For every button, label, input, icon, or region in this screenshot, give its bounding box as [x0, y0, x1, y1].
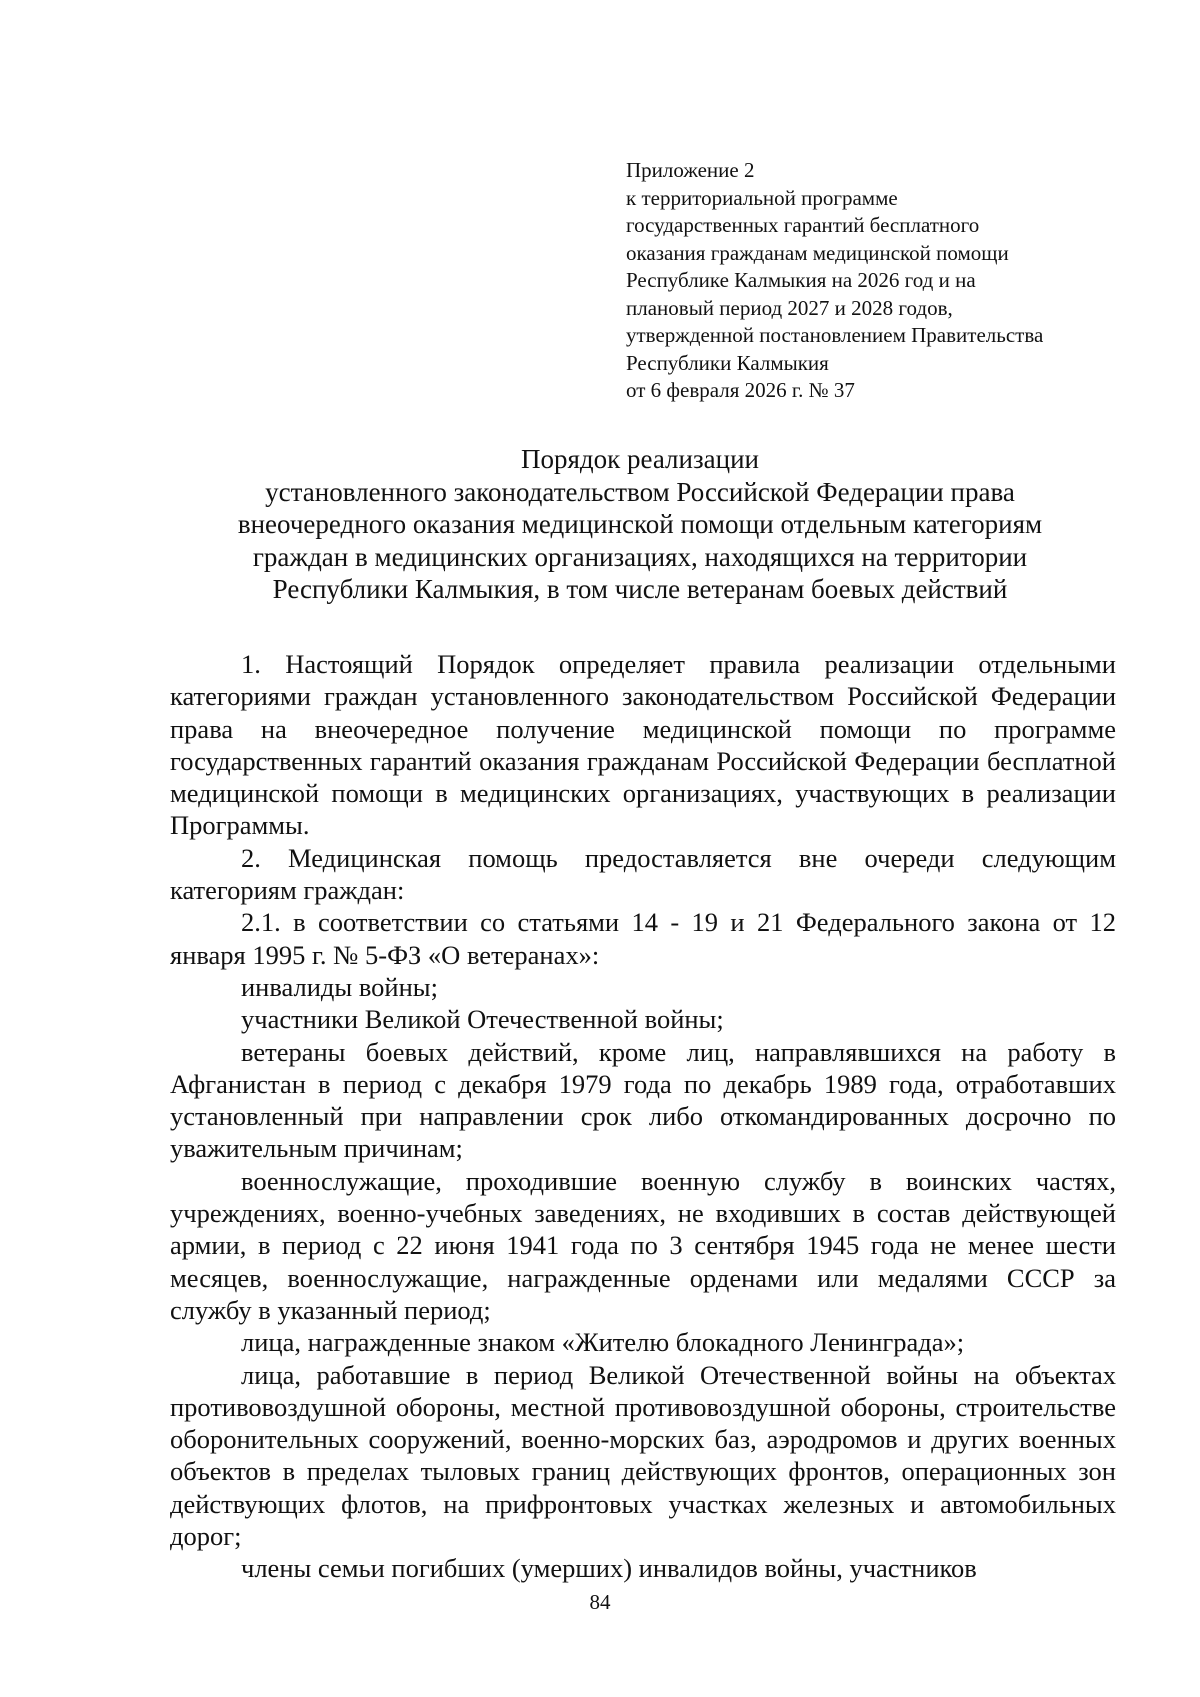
appendix-line: плановый период 2027 и 2028 годов,: [626, 295, 953, 320]
appendix-line: Республике Калмыкия на 2026 год и на: [626, 268, 976, 292]
list-item: инвалиды войны;: [241, 971, 438, 1002]
paragraph: 2. Медицинская помощь предоставляется вне очереди следующим категориям граждан:: [170, 842, 1116, 906]
list-item: члены семьи погибших (умерших) инвалидов войны, участников: [241, 1553, 977, 1584]
appendix-line: государственных гарантий бесплатного: [626, 213, 980, 237]
paragraph: 2.1. в соответствии со статьями 14 - 19 и 21 Федерального закона от 12 января 1995 г. № 5-ФЗ «О ветеранах»:: [170, 907, 1116, 970]
appendix-line: к территориальной программе: [626, 185, 898, 210]
list-item: лица, награжденные знаком «Жителю блокадного Ленинграда»;: [241, 1327, 965, 1358]
title-line: граждан в медицинских организациях, находящихся на территории: [252, 541, 1028, 572]
paragraph: 1. Настоящий Порядок определяет правила реализации отдельными категориями граждан установленного законодательством Российской Федерации права на внеочередное получение медицинской помощи по программе государственных гарантий оказания гражданам Российской Федерации бесплатной медицинской помощи в медицинских организациях, участвующих в реализации Программы.: [170, 649, 1116, 841]
list-item: ветераны боевых действий, кроме лиц, направлявшихся на работу в Афганистан в период с декабря 1979 года по декабрь 1989 года, отработавших установленный при направлении срок либо откомандированных досрочно по уважительным причинам;: [170, 1036, 1116, 1164]
document-title: [170, 443, 1110, 606]
appendix-header: [626, 157, 1146, 405]
appendix-line: Приложение 2: [626, 158, 755, 182]
document-body: [170, 648, 1116, 1585]
title-line: Порядок реализации: [521, 444, 759, 474]
appendix-line: Республики Калмыкия: [626, 350, 829, 375]
appendix-line: от 6 февраля 2026 г. № 37: [626, 378, 855, 402]
title-line: установленного законодательством Российской Федерации права: [265, 476, 1015, 507]
list-item: военнослужащие, проходившие военную службу в воинских частях, учреждениях, военно-учебных заведениях, не входивших в состав действующей армии, в период с 22 июня 1941 года по 3 сентября 1945 года не менее шести месяцев, военнослужащие, награжденные орденами или медалями СССР за службу в указанный период;: [170, 1165, 1116, 1325]
title-line: Республики Калмыкия, в том числе ветеранам боевых действий: [272, 574, 1008, 604]
appendix-line: утвержденной постановлением Правительства: [626, 323, 1044, 347]
list-item: лица, работавшие в период Великой Отечественной войны на объектах противовоздушной обороны, местной противовоздушной обороны, строительстве оборонительных сооружений, военно-морских баз, аэродромов и других военных объектов в пределах тыловых границ действующих фронтов, операционных зон действующих флотов, на прифронтовых участках железных и автомобильных дорог;: [170, 1359, 1116, 1552]
page-number: 84: [589, 1590, 611, 1614]
list-item: участники Великой Отечественной войны;: [241, 1004, 724, 1035]
title-line: внеочередного оказания медицинской помощи отдельным категориям: [237, 509, 1043, 539]
appendix-line: оказания гражданам медицинской помощи: [626, 240, 1009, 265]
